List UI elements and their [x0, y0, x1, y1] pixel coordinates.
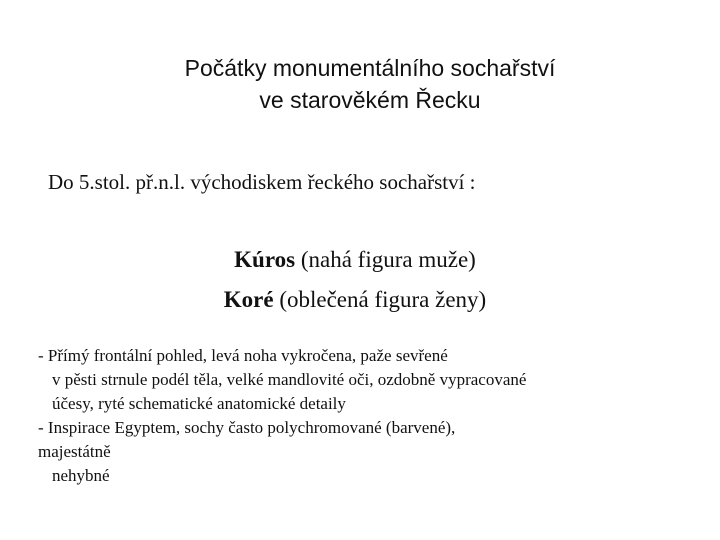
- detail-line-6: nehybné: [52, 466, 110, 485]
- figure-description: (nahá figura muže): [295, 247, 476, 272]
- detail-line-1: - Přímý frontální pohled, levá noha vykročena, paže sevřené: [38, 346, 448, 365]
- figure-kore: [0, 280, 710, 320]
- figure-term: Koré: [223, 287, 274, 312]
- figure-description: (oblečená figura ženy): [273, 287, 487, 312]
- figure-types: [0, 240, 710, 320]
- detail-line-3: účesy, ryté schematické anatomické detaily: [52, 394, 346, 413]
- characteristics-text: [38, 344, 708, 488]
- figure-term: Kúros: [234, 247, 296, 272]
- slide-title: [0, 52, 720, 116]
- title-line-2: ve starověkém Řecku: [259, 87, 481, 113]
- detail-line-2: v pěsti strnule podél těla, velké mandlovité oči, ozdobně vypracované: [52, 370, 527, 389]
- intro-heading: Do 5.stol. př.n.l. východiskem řeckého sochařství :: [48, 170, 476, 194]
- figure-kouros: [0, 240, 710, 280]
- detail-line-4: - Inspirace Egyptem, sochy často polychromované (barvené),: [38, 418, 456, 437]
- title-line-1: Počátky monumentálního sochařství: [184, 55, 556, 81]
- detail-line-5: majestátně: [38, 442, 111, 461]
